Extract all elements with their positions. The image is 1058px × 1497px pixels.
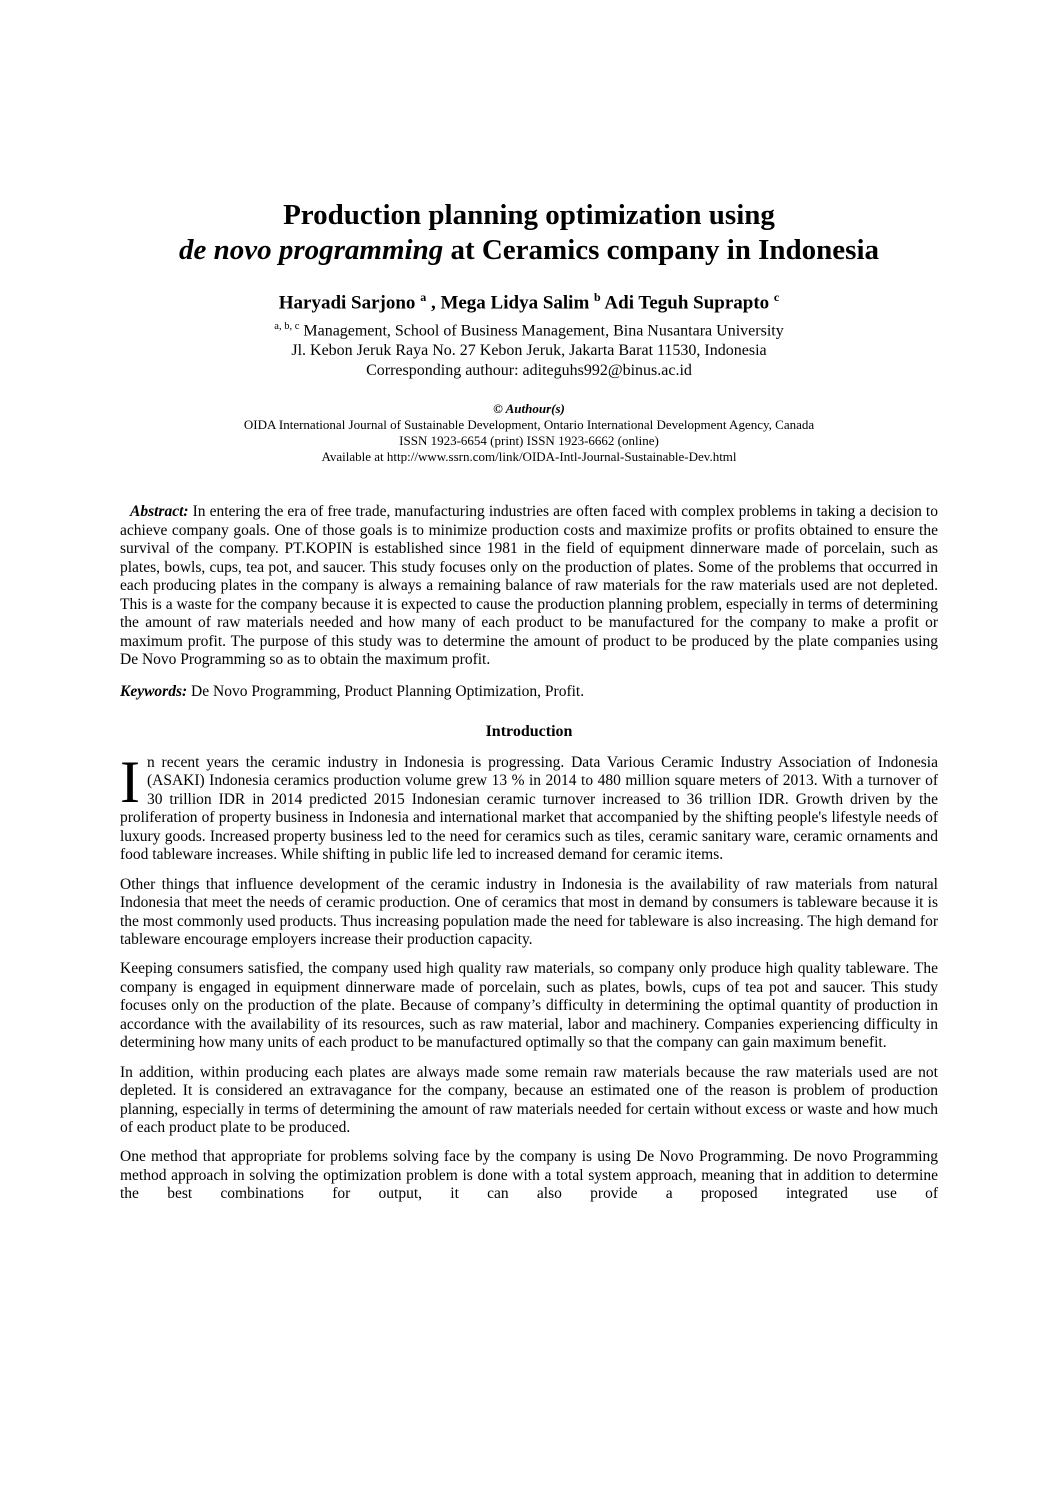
author-sup-1: a	[420, 290, 427, 304]
introduction-paragraph-5: One method that appropriate for problems solving face by the company is using De Novo Programming. De novo Programming method approach in solving the optimization problem is done with a total system approach, meaning that in addition to determine the best combinations for output, it can also provide a proposed integrated use of	[120, 1148, 938, 1203]
introduction-paragraph-1	[120, 748, 938, 865]
author-name-2: Mega Lidya Salim	[440, 292, 590, 314]
author-name-3: Adi Teguh Suprapto	[604, 292, 770, 314]
journal-imprint	[120, 401, 938, 464]
copyright-line: © Authour(s)	[493, 401, 565, 417]
introduction-heading: Introduction	[485, 722, 573, 740]
drop-cap: I	[120, 748, 140, 815]
introduction-paragraph-1-text: n recent years the ceramic industry in Indonesia is progressing. Data Various Ceramic Industry Association of Indonesia (ASAKI) Indonesia ceramics production volume grew 13 % in 2014 to 480 million square meters of 2013. With a turnover of 30 trillion IDR in 2014 predicted 2015 Indonesian ceramic turnover increased to 36 trillion IDR. Growth driven by the proliferation of property business in Indonesia and international market that accompanied by the shifting people's lifestyle needs of luxury goods. Increased property business led to the need for ceramics such as tiles, ceramic sanitary ware, ceramic ornaments and food tableware increases. While shifting in public life led to increased demand for ceramic items.	[120, 753, 938, 864]
title-line1: Production planning optimization using	[283, 199, 775, 231]
author-sup-2: b	[594, 290, 601, 304]
keywords-text: De Novo Programming, Product Planning Optimization, Profit.	[187, 683, 585, 701]
address-line: Jl. Kebon Jeruk Raya No. 27 Kebon Jeruk, Jakarta Barat 11530, Indonesia	[291, 342, 767, 360]
title-line2-rest: at Ceramics company in Indonesia	[443, 234, 880, 266]
corresponding-author-line: Corresponding authour: aditeguhs992@binus.ac.id	[366, 361, 692, 379]
journal-name-line: OIDA International Journal of Sustainable Development, Ontario International Development Agency, Canada	[243, 416, 815, 432]
author-sup-3: c	[773, 290, 780, 304]
author-name-1: Haryadi Sarjono	[278, 292, 416, 314]
issn-line: ISSN 1923-6654 (print) ISSN 1923-6662 (online)	[399, 432, 659, 448]
title-line2-italic: de novo programming	[178, 234, 444, 266]
introduction-paragraph-2: Other things that influence development of the ceramic industry in Indonesia is the availability of raw materials from natural Indonesia that meet the needs of ceramic production. One of ceramics that most in demand by consumers is tableware because it is the most commonly used products. Thus increasing population made the need for tableware is also increasing. The high demand for tableware encourage employers increase their production capacity.	[120, 875, 938, 948]
abstract	[120, 503, 938, 669]
keywords	[120, 683, 938, 701]
introduction-paragraph-4: In addition, within producing each plates are always made some remain raw materials because the raw materials used are not depleted. It is considered an extravagance for the company, because an estimated one of the reason is problem of production planning, especially in terms of determining the amount of raw materials needed for certain without excess or waste and how much of each product plate to be produced.	[120, 1063, 938, 1137]
abstract-text: In entering the era of free trade, manufacturing industries are often faced with complex problems in taking a decision to achieve company goals. One of those goals is to minimize production costs and maximize profits or profits obtained to ensure the survival of the company. PT.KOPIN is established since 1981 in the field of equipment dinnerware made of porcelain, such as plates, bowls, cups, tea pot, and saucer. This study focuses only on the production of plates. Some of the problems that occurred in each producing plates in the company is always a remaining balance of raw materials for the raw materials used are not depleted. This is a waste for the company because it is expected to cause the production planning problem, especially in terms of determining the amount of raw materials needed and how many of each product to be manufactured for the company to make a profit or maximum profit. The purpose of this study was to determine the amount of product to be produced by the plate companies using De Novo Programming so as to obtain the maximum profit.	[120, 503, 938, 668]
author-line	[120, 290, 938, 314]
affiliation-text: Management, School of Business Management, Bina Nusantara University	[299, 322, 784, 340]
abstract-label: Abstract:	[130, 503, 189, 521]
availability-line: Available at http://www.ssrn.com/link/OIDA-Intl-Journal-Sustainable-Dev.html	[321, 448, 737, 464]
affiliation-line	[120, 317, 938, 341]
paper-title	[120, 198, 938, 268]
author-separator-1: ,	[426, 292, 441, 314]
introduction-paragraph-3: Keeping consumers satisfied, the company used high quality raw materials, so company only produce high quality tableware. The company is engaged in equipment dinnerware made of porcelain, such as plates, bowls, cups of tea pot and saucer. This study focuses only on the production of the plate. Because of company’s difficulty in determining the optimal quantity of production in accordance with the availability of its resources, such as raw material, labor and machinery. Companies experiencing difficulty in determining how many units of each product to be manufactured optimally so that the company can gain maximum benefit.	[120, 960, 938, 1052]
affiliation-sup: a, b, c	[274, 321, 300, 333]
paper-page	[120, 0, 938, 1204]
keywords-label: Keywords:	[120, 683, 188, 701]
